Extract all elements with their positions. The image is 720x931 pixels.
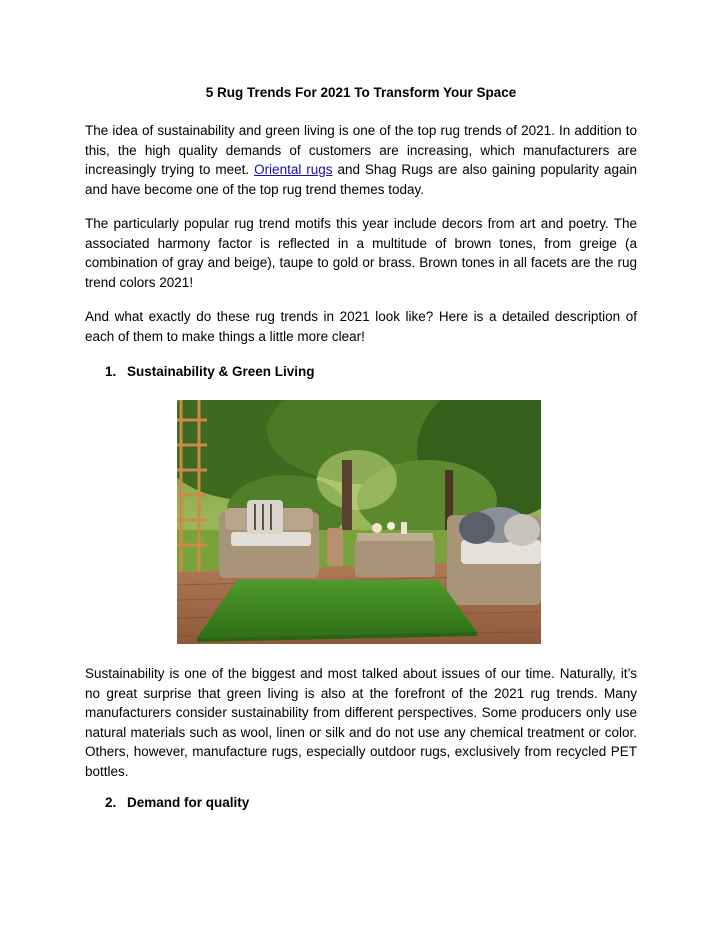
outdoor-patio-rug-photo	[177, 400, 541, 644]
section-title: Sustainability & Green Living	[127, 364, 315, 379]
paragraph-intro	[85, 121, 637, 199]
section-heading-sustainability	[105, 364, 315, 379]
document-title: 5 Rug Trends For 2021 To Transform Your Space	[205, 85, 517, 100]
section-number: 1.	[105, 364, 117, 379]
section-number: 2.	[105, 795, 117, 810]
paragraph-question: And what exactly do these rug trends in 2021 look like? Here is a detailed description of each of them to make things a little more clear!	[85, 309, 637, 344]
paragraph-sustainability: Sustainability is one of the biggest and most talked about issues of our time. Naturally, it’s no great surprise that green living is also at the forefront of the 2021 rug trends. Many manufacturers consider sustainability from different perspectives. Some producers only use natural materials such as wool, linen or silk and do not use any chemical treatment or color. Others, however, manufacture rugs, especially outdoor rugs, exclusively from recycled PET bottles.	[85, 666, 637, 779]
oriental-rugs-link[interactable]: Oriental rugs	[254, 162, 333, 177]
section-title: Demand for quality	[127, 795, 250, 810]
paragraph-motifs: The particularly popular rug trend motifs this year include decors from art and poetry. The associated harmony factor is reflected in a multitude of brown tones, from greige (a combination of gray and beige), taupe to gold or brass. Brown tones in all facets are the rug trend colors 2021!	[85, 216, 637, 290]
paragraph-intro-text-start: The idea of sustainability and green living is one of the top rug trends of 2021. In addition to this, the high quality demands of customers are increasing, which manufacturers are increasingly trying to meet.	[85, 123, 637, 177]
paragraph-intro-text-end: and Shag Rugs are also gaining popularity again and have become one of the top rug trend themes today.	[85, 162, 637, 197]
section-heading-quality	[105, 795, 249, 810]
